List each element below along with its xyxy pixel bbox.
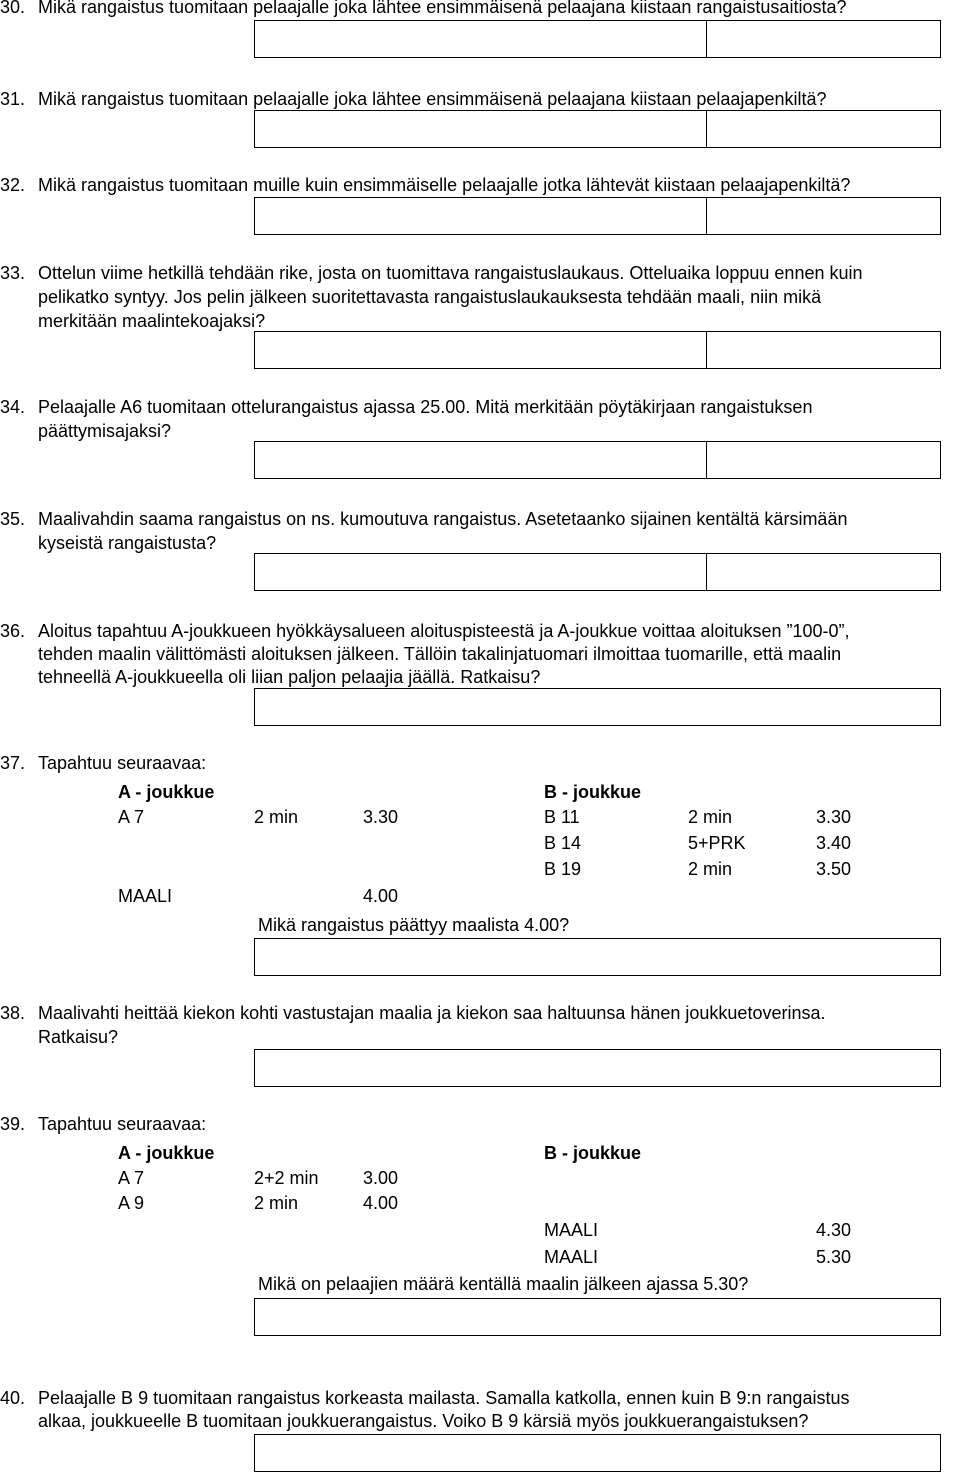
- question-text: Aloitus tapahtuu A-joukkueen hyökkäysalueen aloituspisteestä ja A-joukkue voittaa aloituksen ”100-0”,: [38, 621, 850, 641]
- question-number: 38.: [0, 1003, 26, 1023]
- question-text: Maalivahdin saama rangaistus on ns. kumoutuva rangaistus. Asetetaanko sijainen kentältä kärsimään: [38, 509, 848, 529]
- penalty-time: 3.30: [363, 807, 399, 827]
- penalty-time: 3.40: [816, 833, 852, 853]
- answer-box[interactable]: [254, 1434, 941, 1472]
- question-number: 34.: [0, 397, 26, 417]
- penalty-player: B 14: [544, 833, 582, 853]
- penalty-duration: 2 min: [254, 807, 299, 827]
- goal-time: 4.30: [816, 1220, 852, 1240]
- answer-box[interactable]: [254, 1298, 941, 1336]
- penalty-duration: 5+PRK: [688, 833, 746, 853]
- question-number: 35.: [0, 509, 26, 529]
- team-b-header: B - joukkue: [544, 1143, 642, 1163]
- goal-label: MAALI: [118, 886, 173, 906]
- question-text: Tapahtuu seuraavaa:: [38, 1114, 207, 1134]
- question-text: päättymisajaksi?: [38, 421, 172, 441]
- question-text: Pelaajalle A6 tuomitaan ottelurangaistus ajassa 25.00. Mitä merkitään pöytäkirjaan rangaistuksen: [38, 397, 813, 417]
- question-text: Mikä rangaistus tuomitaan pelaajalle joka lähtee ensimmäisenä pelaajana kiistaan pelaajapenkiltä?: [38, 89, 827, 109]
- penalty-time: 4.00: [363, 1193, 399, 1213]
- answer-box[interactable]: [254, 441, 941, 479]
- penalty-time: 3.50: [816, 859, 852, 879]
- penalty-duration: 2 min: [254, 1193, 299, 1213]
- answer-box[interactable]: [254, 553, 941, 591]
- question-text: kyseistä rangaistusta?: [38, 533, 217, 553]
- goal-time: 4.00: [363, 886, 399, 906]
- question-text: merkitään maalintekoajaksi?: [38, 311, 266, 331]
- question-text: Ottelun viime hetkillä tehdään rike, josta on tuomittava rangaistuslaukaus. Otteluaika loppuu ennen kuin: [38, 263, 863, 283]
- question-number: 30.: [0, 0, 26, 17]
- penalty-player: A 7: [118, 1168, 145, 1188]
- question-number: 36.: [0, 621, 26, 641]
- question-text: alkaa, joukkueelle B tuomitaan joukkuerangaistus. Voiko B 9 kärsiä myös joukkuerangaistuksen?: [38, 1411, 809, 1431]
- question-text: Maalivahti heittää kiekon kohti vastustajan maalia ja kiekon saa haltuunsa hänen joukkuetoverinsa.: [38, 1003, 826, 1023]
- goal-time: 5.30: [816, 1247, 852, 1267]
- answer-box[interactable]: [254, 1049, 941, 1087]
- question-text: tehden maalin välittömästi aloituksen jälkeen. Tällöin takalinjatuomari ilmoittaa tuomarille, että maalin: [38, 644, 842, 664]
- answer-box[interactable]: [254, 331, 941, 369]
- penalty-time: 3.00: [363, 1168, 399, 1188]
- team-a-header: A - joukkue: [118, 782, 215, 802]
- question-number: 40.: [0, 1388, 26, 1408]
- penalty-time: 3.30: [816, 807, 852, 827]
- question-number: 37.: [0, 753, 26, 773]
- question-number: 31.: [0, 89, 26, 109]
- penalty-duration: 2 min: [688, 859, 733, 879]
- question-text: tehneellä A-joukkueella oli liian paljon pelaajia jäällä. Ratkaisu?: [38, 667, 541, 687]
- question-text: Pelaajalle B 9 tuomitaan rangaistus korkeasta mailasta. Samalla katkolla, ennen kuin B 9:n rangaistus: [38, 1388, 850, 1408]
- penalty-duration: 2+2 min: [254, 1168, 319, 1188]
- goal-label: MAALI: [544, 1220, 599, 1240]
- question-text: Tapahtuu seuraavaa:: [38, 753, 207, 773]
- question-number: 39.: [0, 1114, 26, 1134]
- question-text: Mikä rangaistus tuomitaan pelaajalle joka lähtee ensimmäisenä pelaajana kiistaan rangaistusaitiosta?: [38, 0, 847, 17]
- question-text: Ratkaisu?: [38, 1027, 119, 1047]
- answer-box[interactable]: [254, 197, 941, 235]
- answer-box[interactable]: [254, 688, 941, 726]
- answer-box[interactable]: [254, 20, 941, 58]
- answer-box[interactable]: [254, 938, 941, 976]
- answer-box[interactable]: [254, 110, 941, 148]
- team-a-header: A - joukkue: [118, 1143, 215, 1163]
- goal-label: MAALI: [544, 1247, 599, 1267]
- penalty-player: B 19: [544, 859, 582, 879]
- question-text: Mikä on pelaajien määrä kentällä maalin jälkeen ajassa 5.30?: [258, 1274, 749, 1294]
- question-text: pelikatko syntyy. Jos pelin jälkeen suoritettavasta rangaistuslaukauksesta tehdään maali, niin mikä: [38, 287, 822, 307]
- question-text: Mikä rangaistus päättyy maalista 4.00?: [258, 915, 570, 935]
- penalty-duration: 2 min: [688, 807, 733, 827]
- penalty-player: B 11: [544, 807, 580, 827]
- penalty-player: A 9: [118, 1193, 145, 1213]
- penalty-player: A 7: [118, 807, 145, 827]
- question-number: 33.: [0, 263, 26, 283]
- question-text: Mikä rangaistus tuomitaan muille kuin ensimmäiselle pelaajalle jotka lähtevät kiistaan pelaajapenkiltä?: [38, 175, 851, 195]
- team-b-header: B - joukkue: [544, 782, 642, 802]
- question-number: 32.: [0, 175, 26, 195]
